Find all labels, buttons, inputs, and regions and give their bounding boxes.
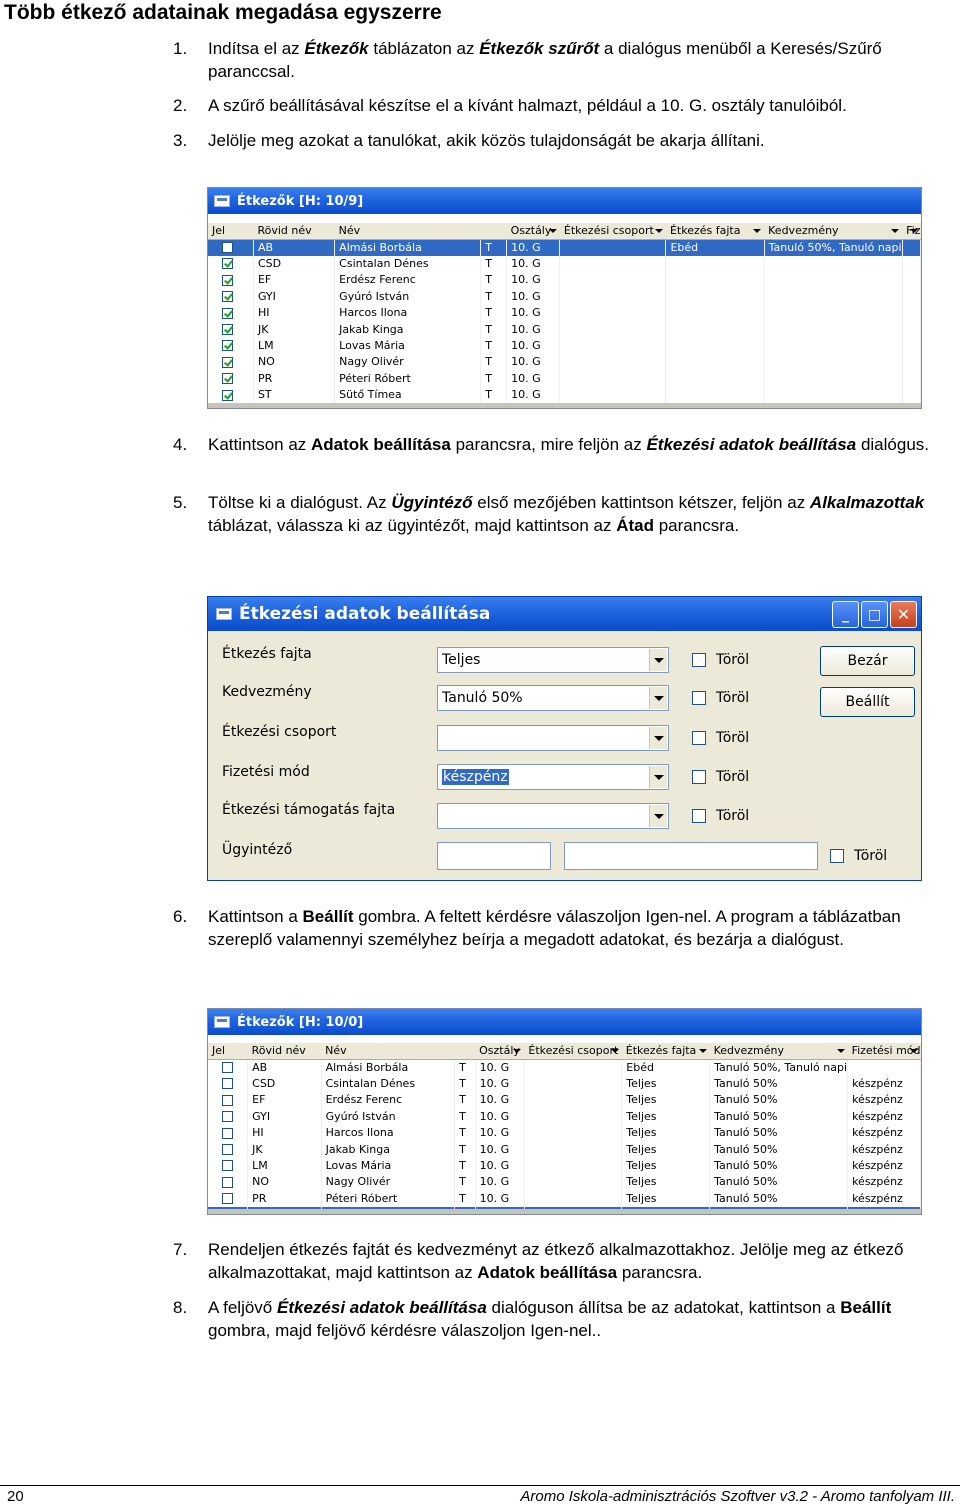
chevron-down-icon[interactable] (649, 687, 667, 709)
table-cell: Teljes (622, 1158, 710, 1174)
table-cell: Harcos Ilona (335, 305, 481, 321)
table-cell: Harcos Ilona (321, 1125, 455, 1141)
table-cell: T (481, 371, 507, 387)
window-icon (214, 195, 230, 207)
table-cell (560, 387, 666, 403)
table-cell (560, 371, 666, 387)
dialog-title: Étkezési adatok beállítása (239, 604, 491, 624)
table-cell: Tanuló 50% (710, 1158, 848, 1174)
table-cell: CSD (248, 1076, 321, 1092)
column-header[interactable]: Kedvezmény (764, 223, 902, 239)
step-6: 6. Kattintson a Beállít gombra. A feltett kérdésre válaszoljon Igen-nel. A program a táblázatban szereplő valamennyi személyhez beírja a megadott adatokat, és bezárja a dialógust. (173, 907, 901, 949)
torol-checkbox-2[interactable]: Töröl (692, 690, 749, 706)
row-checkbox[interactable] (222, 1193, 233, 1204)
table-row[interactable] (208, 1125, 921, 1141)
table-cell (764, 387, 902, 403)
table-cell: LM (248, 1158, 321, 1174)
table-cell: GYI (248, 1109, 321, 1125)
label-etkezes-fajta: Étkezés fajta (222, 646, 312, 662)
table-cell: Lovas Mária (335, 338, 481, 354)
table-cell: HI (248, 1125, 321, 1141)
etkezok-window-2-titlebar[interactable] (208, 1009, 921, 1035)
step-7: 7. Rendeljen étkezés fajtát és kedvezményt az étkező alkalmazottakhoz. Jelölje meg az étkező alkalmazottakat, majd kattintson az Adatok beállítása parancsra. (173, 1240, 904, 1282)
chevron-down-icon[interactable] (649, 766, 667, 788)
column-header[interactable]: Név (335, 223, 507, 239)
table-cell: 10. G (507, 305, 560, 321)
close-icon[interactable]: ✕ (890, 601, 917, 628)
table-row[interactable] (208, 305, 921, 321)
table-cell (764, 321, 902, 337)
table-row[interactable] (208, 371, 921, 387)
table-cell (560, 338, 666, 354)
table-cell: 10. G (507, 321, 560, 337)
table-cell: T (481, 289, 507, 305)
table-cell: 10. G (475, 1141, 524, 1157)
column-header[interactable]: Osztály (507, 223, 560, 239)
table-cell (666, 387, 764, 403)
table-cell: PR (248, 1191, 321, 1207)
table-cell: Csintalan Dénes (335, 256, 481, 272)
table-cell: 10. G (475, 1174, 524, 1190)
table-cell (902, 354, 920, 370)
table-cell: Almási Borbála (321, 1059, 455, 1075)
table-cell: T (481, 272, 507, 288)
table-cell: Lovas Mária (321, 1158, 455, 1174)
column-header[interactable]: Étkezési csoport (560, 223, 666, 239)
table-cell: T (455, 1141, 476, 1157)
table-cell: készpénz (848, 1076, 921, 1092)
window-title: Étkezők [H: 10/9] (237, 193, 364, 209)
table-cell: GYI (253, 289, 334, 305)
table-cell: Nagy Olivér (321, 1174, 455, 1190)
row-checkbox[interactable] (222, 308, 233, 319)
table-cell: 10. G (475, 1109, 524, 1125)
table-cell (524, 1092, 621, 1108)
table-cell: T (455, 1076, 476, 1092)
table-cell: T (455, 1109, 476, 1125)
etkezok-window-1-titlebar[interactable] (208, 188, 921, 214)
table-cell (902, 371, 920, 387)
table-cell: Teljes (622, 1092, 710, 1108)
column-header[interactable]: Étkezés fajta (666, 223, 764, 239)
table-cell: T (455, 1174, 476, 1190)
table-cell: Erdész Ferenc (335, 272, 481, 288)
table-cell: Tanuló 50%, Tanuló napi (710, 1059, 848, 1075)
table-row[interactable] (208, 272, 921, 288)
table-cell: Gyúró István (335, 289, 481, 305)
page-heading: Több étkező adatainak megadása egyszerre (4, 1, 442, 24)
table-cell: készpénz (848, 1174, 921, 1190)
horizontal-scrollbar[interactable] (208, 1209, 921, 1214)
table-cell: JK (248, 1141, 321, 1157)
column-header[interactable]: Jel (208, 1043, 248, 1059)
column-header[interactable]: Étkezés fajta (622, 1043, 710, 1059)
table-cell: Teljes (622, 1141, 710, 1157)
table-cell: T (481, 354, 507, 370)
window-icon (214, 1016, 230, 1028)
table-cell: 10. G (475, 1158, 524, 1174)
table-cell: Péteri Róbert (321, 1191, 455, 1207)
table-cell (764, 256, 902, 272)
combo-kedvezmeny[interactable]: Tanuló 50% (437, 685, 669, 711)
row-checkbox[interactable] (222, 357, 233, 368)
torol-checkbox-4[interactable]: Töröl (692, 769, 749, 785)
label-fizetesi-mod: Fizetési mód (222, 764, 310, 780)
row-checkbox[interactable] (222, 340, 233, 351)
row-checkbox[interactable] (222, 1144, 233, 1155)
table-cell: T (481, 239, 507, 255)
table-cell (560, 239, 666, 255)
row-checkbox[interactable] (222, 1177, 233, 1188)
label-ugyintezo: Ügyintéző (222, 842, 293, 858)
table-cell (524, 1109, 621, 1125)
table-cell (902, 289, 920, 305)
table-cell (666, 354, 764, 370)
row-checkbox[interactable] (222, 258, 233, 269)
table-cell (560, 272, 666, 288)
table-cell: T (455, 1092, 476, 1108)
table-cell (764, 354, 902, 370)
column-header[interactable]: Rövid név (248, 1043, 321, 1059)
table-cell: T (481, 338, 507, 354)
table-cell: Erdész Ferenc (321, 1092, 455, 1108)
ugyintezo-field-2[interactable] (564, 842, 818, 870)
table-cell: 10. G (475, 1125, 524, 1141)
table-cell: T (455, 1158, 476, 1174)
table-row[interactable] (208, 321, 921, 337)
step-2: 2. A szűrő beállításával készítse el a kívánt halmazt, például a 10. G. osztály tanulóiból. (173, 96, 847, 115)
footer-text: Aromo Iskola-adminisztrációs Szoftver v3.2 - Aromo tanfolyam III. (520, 1488, 955, 1505)
table-cell: NO (253, 354, 334, 370)
table-cell (902, 272, 920, 288)
table-cell: Teljes (622, 1174, 710, 1190)
column-header[interactable]: Fiz (902, 223, 920, 239)
row-checkbox[interactable] (222, 275, 233, 286)
table-cell (902, 321, 920, 337)
table-cell: Ebéd (622, 1059, 710, 1075)
table-row[interactable] (208, 1141, 921, 1157)
table-cell: T (481, 305, 507, 321)
table-row[interactable] (208, 256, 921, 272)
row-checkbox[interactable] (222, 373, 233, 384)
table-cell: Tanuló 50% (710, 1076, 848, 1092)
table-row[interactable] (208, 1191, 921, 1207)
table-cell: Almási Borbála (335, 239, 481, 255)
table-cell (666, 272, 764, 288)
table-row[interactable] (208, 1076, 921, 1092)
label-etkezesi-csoport: Étkezési csoport (222, 724, 337, 740)
table-cell (524, 1174, 621, 1190)
torol-checkbox-1[interactable]: Töröl (692, 652, 749, 668)
table-cell: PR (253, 371, 334, 387)
combo-tamogatas-fajta[interactable] (437, 803, 669, 829)
table-cell: HI (253, 305, 334, 321)
combo-fizetesi-mod[interactable]: készpénz (437, 764, 669, 790)
torol-checkbox-6[interactable]: Töröl (830, 848, 887, 864)
table-cell (666, 371, 764, 387)
table-row[interactable] (208, 338, 921, 354)
table-cell (524, 1125, 621, 1141)
step-5: 5. Töltse ki a dialógust. Az Ügyintéző első mezőjében kattintson kétszer, feljön az Alkalmazottak táblázat, válassza ki az ügyintézőt, majd kattintson az Átad parancsra. (173, 493, 925, 535)
table-row[interactable] (208, 1174, 921, 1190)
table-cell (902, 256, 920, 272)
table-cell (666, 321, 764, 337)
table-cell: Gyúró István (321, 1109, 455, 1125)
table-cell: készpénz (848, 1191, 921, 1207)
table-cell: Péteri Róbert (335, 371, 481, 387)
table-cell: EF (253, 272, 334, 288)
page-number: 20 (7, 1488, 24, 1505)
table-row[interactable] (208, 387, 921, 403)
table-cell: T (455, 1059, 476, 1075)
table-cell: T (455, 1191, 476, 1207)
combo-etkezesi-csoport[interactable] (437, 725, 669, 751)
torol-checkbox-5[interactable]: Töröl (692, 808, 749, 824)
table-cell: 10. G (507, 354, 560, 370)
table-row[interactable] (208, 1158, 921, 1174)
minimize-icon[interactable]: _ (832, 601, 859, 628)
table-cell: LM (253, 338, 334, 354)
table-cell: EF (248, 1092, 321, 1108)
table-cell (902, 338, 920, 354)
table-cell: készpénz (848, 1141, 921, 1157)
table-cell (560, 305, 666, 321)
etkezok-grid-2 (208, 1043, 921, 1215)
combo-etkezes-fajta[interactable]: Teljes (437, 647, 669, 673)
table-cell: Tanuló 50% (710, 1141, 848, 1157)
row-checkbox[interactable] (222, 1078, 233, 1089)
table-cell: Tanuló 50% (710, 1092, 848, 1108)
table-cell (524, 1141, 621, 1157)
table-cell: ST (253, 387, 334, 403)
row-checkbox[interactable] (222, 242, 233, 253)
row-checkbox[interactable] (222, 1062, 233, 1073)
table-cell (560, 289, 666, 305)
row-checkbox[interactable] (222, 1095, 233, 1106)
table-cell (666, 305, 764, 321)
table-cell: Ebéd (666, 239, 764, 255)
table-row[interactable] (208, 1109, 921, 1125)
table-cell (666, 289, 764, 305)
etkezok-window-1 (207, 187, 922, 409)
table-cell: 10. G (507, 338, 560, 354)
table-cell (560, 354, 666, 370)
table-row[interactable] (208, 289, 921, 305)
table-cell: CSD (253, 256, 334, 272)
table-cell (764, 371, 902, 387)
table-row[interactable] (208, 1092, 921, 1108)
table-cell: 10. G (507, 371, 560, 387)
etkezesi-adatok-dialog (207, 596, 922, 881)
table-cell: Jakab Kinga (321, 1141, 455, 1157)
table-cell: Tanuló 50% (710, 1191, 848, 1207)
table-cell: T (481, 321, 507, 337)
table-cell (666, 256, 764, 272)
table-cell: Tanuló 50%, Tanuló napi (764, 239, 902, 255)
chevron-down-icon[interactable] (649, 727, 667, 749)
table-cell: 10. G (475, 1191, 524, 1207)
maximize-icon[interactable]: □ (861, 601, 888, 628)
table-cell: 10. G (507, 256, 560, 272)
table-cell: T (481, 387, 507, 403)
table-cell: Sütő Tímea (335, 387, 481, 403)
table-cell (848, 1059, 921, 1075)
table-cell (524, 1191, 621, 1207)
table-cell: 10. G (475, 1076, 524, 1092)
window-icon (216, 608, 232, 620)
table-cell: NO (248, 1174, 321, 1190)
table-cell: Nagy Olivér (335, 354, 481, 370)
table-cell: Tanuló 50% (710, 1174, 848, 1190)
table-row[interactable] (208, 354, 921, 370)
beallit-button[interactable]: Beállít (820, 687, 915, 717)
column-header[interactable]: Név (321, 1043, 475, 1059)
table-cell: T (455, 1125, 476, 1141)
column-header[interactable]: Fizetési mód (848, 1043, 921, 1059)
table-cell: készpénz (848, 1125, 921, 1141)
step-1: 1. Indítsa el az Étkezők táblázaton az Étkezők szűrőt a dialógus menüből a Keresés/Szűrő paranccsal. (173, 39, 882, 81)
chevron-down-icon[interactable] (649, 649, 667, 671)
table-cell: Teljes (622, 1076, 710, 1092)
table-cell: Teljes (622, 1109, 710, 1125)
table-cell (524, 1076, 621, 1092)
table-cell (902, 387, 920, 403)
table-cell: 10. G (475, 1059, 524, 1075)
table-cell: készpénz (848, 1158, 921, 1174)
row-checkbox[interactable] (222, 1128, 233, 1139)
chevron-down-icon[interactable] (649, 805, 667, 827)
table-cell: 10. G (507, 239, 560, 255)
row-checkbox[interactable] (222, 324, 233, 335)
bezar-button[interactable]: Bezár (820, 646, 915, 676)
table-cell (524, 1158, 621, 1174)
table-cell: készpénz (848, 1092, 921, 1108)
table-cell (902, 305, 920, 321)
column-header[interactable]: Étkezési csoport (524, 1043, 621, 1059)
table-cell: 10. G (507, 272, 560, 288)
table-cell: 10. G (507, 387, 560, 403)
column-header[interactable]: Kedvezmény (710, 1043, 848, 1059)
table-cell: AB (253, 239, 334, 255)
table-cell (560, 256, 666, 272)
table-cell: Teljes (622, 1125, 710, 1141)
table-cell (764, 338, 902, 354)
table-cell: Tanuló 50% (710, 1109, 848, 1125)
row-checkbox[interactable] (222, 1160, 233, 1171)
step-3: 3. Jelölje meg azokat a tanulókat, akik közös tulajdonságát be akarja állítani. (173, 131, 765, 150)
row-checkbox[interactable] (222, 1111, 233, 1122)
table-row[interactable] (208, 239, 921, 255)
etkezok-grid-1 (208, 223, 921, 403)
table-cell: Tanuló 50% (710, 1125, 848, 1141)
table-cell: 10. G (507, 289, 560, 305)
window-title: Étkezők [H: 10/0] (237, 1014, 364, 1030)
table-cell: JK (253, 321, 334, 337)
table-cell: AB (248, 1059, 321, 1075)
row-checkbox[interactable] (222, 390, 233, 401)
ugyintezo-field-1[interactable] (437, 842, 551, 870)
table-cell: T (481, 256, 507, 272)
column-header[interactable]: Jel (208, 223, 253, 239)
table-cell (524, 1059, 621, 1075)
table-cell (764, 305, 902, 321)
row-checkbox[interactable] (222, 291, 233, 302)
step-8: 8. A feljövő Étkezési adatok beállítása dialóguson állítsa be az adatokat, kattintson a Beállít gombra, majd feljövő kérdésre válaszoljon Igen-nel.. (173, 1298, 892, 1340)
table-cell (666, 338, 764, 354)
label-kedvezmeny: Kedvezmény (222, 684, 312, 700)
column-header[interactable]: Rövid név (253, 223, 334, 239)
table-cell: Teljes (622, 1191, 710, 1207)
table-cell: Jakab Kinga (335, 321, 481, 337)
table-cell (902, 239, 920, 255)
horizontal-scrollbar[interactable] (208, 403, 921, 408)
table-cell: 10. G (475, 1092, 524, 1108)
table-row[interactable] (208, 1059, 921, 1075)
dialog-titlebar[interactable] (208, 597, 921, 631)
column-header[interactable]: Osztály (475, 1043, 524, 1059)
etkezok-window-2 (207, 1008, 922, 1215)
torol-checkbox-3[interactable]: Töröl (692, 730, 749, 746)
footer-divider (0, 1485, 960, 1486)
table-cell: Csintalan Dénes (321, 1076, 455, 1092)
table-cell (764, 272, 902, 288)
label-tamogatas-fajta: Étkezési támogatás fajta (222, 802, 396, 818)
table-cell (560, 321, 666, 337)
table-cell: készpénz (848, 1109, 921, 1125)
step-4: 4. Kattintson az Adatok beállítása parancsra, mire feljön az Étkezési adatok beállítása dialógus. (173, 435, 929, 454)
table-cell (764, 289, 902, 305)
